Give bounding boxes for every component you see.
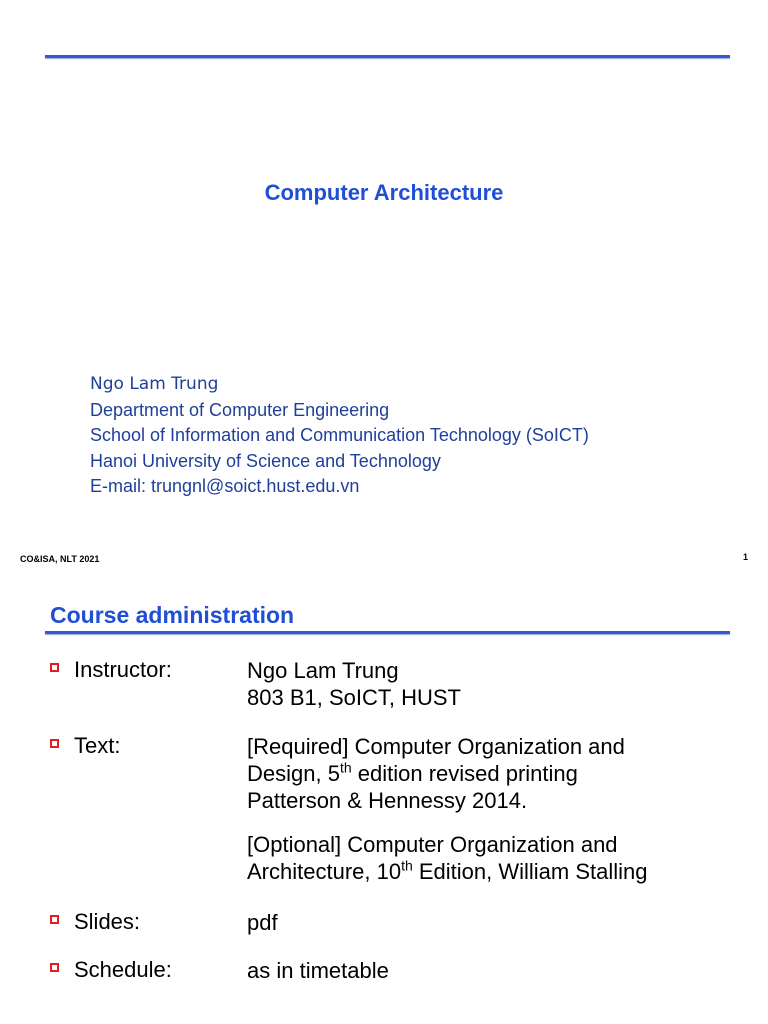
optional-text-line-2: Architecture, 10th Edition, William Stalling <box>247 857 648 884</box>
footer-course-label: CO&ISA, NLT 2021 <box>20 554 100 564</box>
checkbox-square-icon <box>50 663 59 672</box>
item-label: Instructor: <box>74 657 172 682</box>
item-value <box>247 733 648 885</box>
author-block <box>90 372 589 500</box>
checkbox-square-icon <box>50 739 59 748</box>
item-value <box>247 657 461 711</box>
heading-rule <box>45 631 730 634</box>
slide-heading: Course administration <box>50 602 295 628</box>
instructor-office: 803 B1, SoICT, HUST <box>247 685 461 710</box>
required-text-line-3: Patterson & Hennessy 2014. <box>247 788 528 813</box>
required-text-line-2: Design, 5th edition revised printing <box>247 759 578 786</box>
item-label: Text: <box>74 733 121 758</box>
author-school: School of Information and Communication Technology (SoICT) <box>90 425 589 445</box>
item-value: as in timetable <box>247 958 389 983</box>
top-rule <box>45 55 730 58</box>
instructor-name: Ngo Lam Trung <box>247 658 399 683</box>
required-text-line-1: [Required] Computer Organization and <box>247 734 625 759</box>
item-label: Slides: <box>74 909 141 934</box>
author-university: Hanoi University of Science and Technology <box>90 450 441 471</box>
slide-title: Computer Architecture <box>264 180 504 205</box>
author-department: Department of Computer Engineering <box>90 399 390 420</box>
checkbox-square-icon <box>50 963 59 972</box>
item-label: Schedule: <box>74 957 172 982</box>
optional-text-line-1: [Optional] Computer Organization and <box>247 832 618 857</box>
item-value: pdf <box>247 910 278 935</box>
checkbox-square-icon <box>50 915 59 924</box>
page-number: 1 <box>742 552 748 562</box>
author-email: E-mail: trungnl@soict.hust.edu.vn <box>90 476 360 496</box>
author-name: Ngo Lam Trung <box>90 374 219 394</box>
course-admin-slide <box>0 580 768 1024</box>
